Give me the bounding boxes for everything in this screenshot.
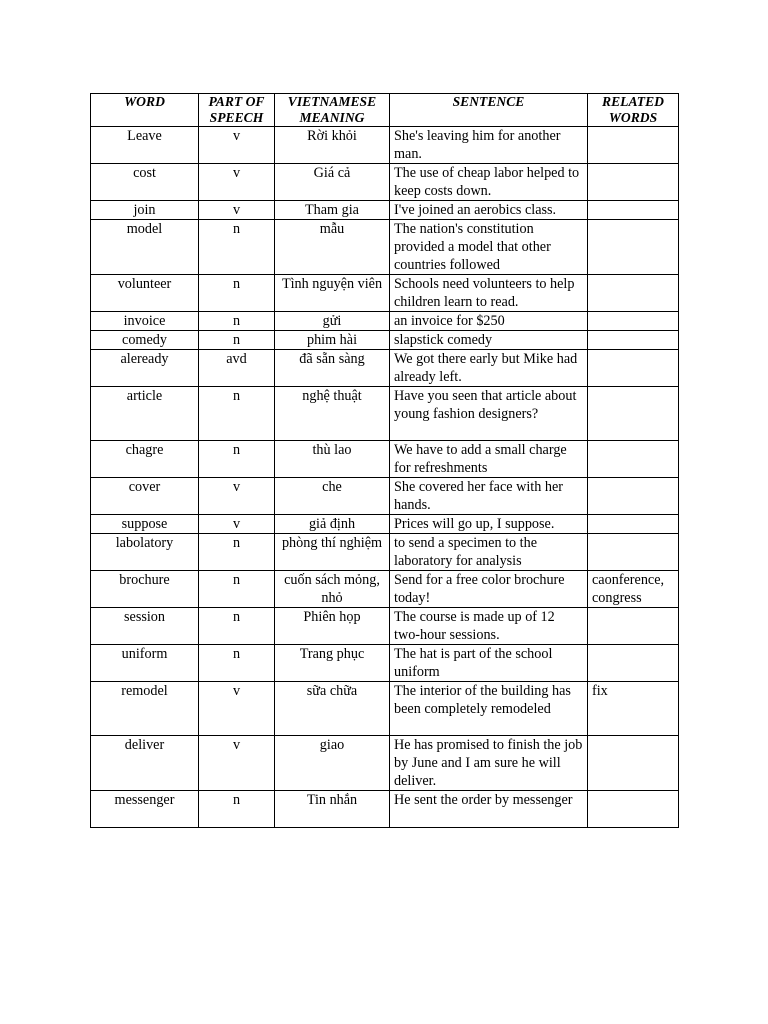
sentence-cell: We got there early but Mike had already left. bbox=[390, 350, 588, 387]
sentence-cell: Have you seen that article about young fashion designers? bbox=[390, 387, 588, 441]
related-words-cell bbox=[588, 515, 679, 534]
table-row bbox=[91, 441, 679, 478]
table-row bbox=[91, 571, 679, 608]
related-words-cell bbox=[588, 387, 679, 441]
part-of-speech-cell: n bbox=[199, 645, 275, 682]
table-row bbox=[91, 791, 679, 828]
table-row bbox=[91, 350, 679, 387]
part-of-speech-cell: v bbox=[199, 736, 275, 791]
sentence-cell: an invoice for $250 bbox=[390, 312, 588, 331]
table-row bbox=[91, 645, 679, 682]
vietnamese-meaning-cell: phim hài bbox=[275, 331, 390, 350]
sentence-cell: Schools need volunteers to help children learn to read. bbox=[390, 275, 588, 312]
part-of-speech-cell: n bbox=[199, 441, 275, 478]
table-body bbox=[91, 127, 679, 828]
part-of-speech-cell: n bbox=[199, 534, 275, 571]
vietnamese-meaning-cell: cuốn sách mỏng, nhỏ bbox=[275, 571, 390, 608]
header-vietnamese-meaning: VIETNAMESE MEANING bbox=[275, 94, 390, 127]
table-row bbox=[91, 515, 679, 534]
header-related-words: RELATED WORDS bbox=[588, 94, 679, 127]
word-cell: Leave bbox=[91, 127, 199, 164]
word-cell: suppose bbox=[91, 515, 199, 534]
related-words-cell bbox=[588, 350, 679, 387]
vietnamese-meaning-cell: che bbox=[275, 478, 390, 515]
table-row bbox=[91, 312, 679, 331]
word-cell: deliver bbox=[91, 736, 199, 791]
sentence-cell: I've joined an aerobics class. bbox=[390, 201, 588, 220]
sentence-cell: The course is made up of 12 two-hour sessions. bbox=[390, 608, 588, 645]
related-words-cell bbox=[588, 608, 679, 645]
word-cell: remodel bbox=[91, 682, 199, 736]
vietnamese-meaning-cell: Tin nhắn bbox=[275, 791, 390, 828]
sentence-cell: She covered her face with her hands. bbox=[390, 478, 588, 515]
word-cell: aleready bbox=[91, 350, 199, 387]
part-of-speech-cell: n bbox=[199, 331, 275, 350]
table-row bbox=[91, 534, 679, 571]
sentence-cell: to send a specimen to the laboratory for analysis bbox=[390, 534, 588, 571]
table-row bbox=[91, 387, 679, 441]
vietnamese-meaning-cell: mẫu bbox=[275, 220, 390, 275]
part-of-speech-cell: v bbox=[199, 201, 275, 220]
sentence-cell: The use of cheap labor helped to keep costs down. bbox=[390, 164, 588, 201]
related-words-cell bbox=[588, 275, 679, 312]
word-cell: session bbox=[91, 608, 199, 645]
sentence-cell: The interior of the building has been completely remodeled bbox=[390, 682, 588, 736]
header-word: WORD bbox=[91, 94, 199, 127]
table-row bbox=[91, 164, 679, 201]
table-row bbox=[91, 331, 679, 350]
related-words-cell bbox=[588, 164, 679, 201]
vocabulary-table bbox=[90, 93, 679, 828]
word-cell: messenger bbox=[91, 791, 199, 828]
word-cell: cover bbox=[91, 478, 199, 515]
vietnamese-meaning-cell: Trang phục bbox=[275, 645, 390, 682]
sentence-cell: The nation's constitution provided a model that other countries followed bbox=[390, 220, 588, 275]
vietnamese-meaning-cell: Phiên họp bbox=[275, 608, 390, 645]
related-words-cell bbox=[588, 220, 679, 275]
related-words-cell bbox=[588, 478, 679, 515]
related-words-cell bbox=[588, 201, 679, 220]
part-of-speech-cell: v bbox=[199, 478, 275, 515]
word-cell: chagre bbox=[91, 441, 199, 478]
vietnamese-meaning-cell: giả định bbox=[275, 515, 390, 534]
vietnamese-meaning-cell: phòng thí nghiệm bbox=[275, 534, 390, 571]
part-of-speech-cell: n bbox=[199, 608, 275, 645]
table-row bbox=[91, 736, 679, 791]
sentence-cell: He has promised to finish the job by June and I am sure he will deliver. bbox=[390, 736, 588, 791]
word-cell: comedy bbox=[91, 331, 199, 350]
related-words-cell bbox=[588, 331, 679, 350]
part-of-speech-cell: n bbox=[199, 791, 275, 828]
word-cell: join bbox=[91, 201, 199, 220]
part-of-speech-cell: n bbox=[199, 220, 275, 275]
word-cell: cost bbox=[91, 164, 199, 201]
related-words-cell bbox=[588, 127, 679, 164]
part-of-speech-cell: n bbox=[199, 387, 275, 441]
related-words-cell bbox=[588, 312, 679, 331]
vietnamese-meaning-cell: Rời khỏi bbox=[275, 127, 390, 164]
related-words-cell bbox=[588, 645, 679, 682]
vietnamese-meaning-cell: thù lao bbox=[275, 441, 390, 478]
sentence-cell: Send for a free color brochure today! bbox=[390, 571, 588, 608]
word-cell: article bbox=[91, 387, 199, 441]
related-words-cell bbox=[588, 736, 679, 791]
sentence-cell: He sent the order by messenger bbox=[390, 791, 588, 828]
part-of-speech-cell: n bbox=[199, 312, 275, 331]
header-row bbox=[91, 94, 679, 127]
table-row bbox=[91, 608, 679, 645]
vietnamese-meaning-cell: gửi bbox=[275, 312, 390, 331]
word-cell: volunteer bbox=[91, 275, 199, 312]
part-of-speech-cell: n bbox=[199, 571, 275, 608]
vietnamese-meaning-cell: đã sẵn sàng bbox=[275, 350, 390, 387]
sentence-cell: slapstick comedy bbox=[390, 331, 588, 350]
word-cell: invoice bbox=[91, 312, 199, 331]
related-words-cell bbox=[588, 791, 679, 828]
sentence-cell: She's leaving him for another man. bbox=[390, 127, 588, 164]
related-words-cell bbox=[588, 534, 679, 571]
table-row bbox=[91, 220, 679, 275]
word-cell: model bbox=[91, 220, 199, 275]
vietnamese-meaning-cell: Giá cả bbox=[275, 164, 390, 201]
table-row bbox=[91, 127, 679, 164]
word-cell: uniform bbox=[91, 645, 199, 682]
part-of-speech-cell: v bbox=[199, 127, 275, 164]
sentence-cell: Prices will go up, I suppose. bbox=[390, 515, 588, 534]
vietnamese-meaning-cell: nghệ thuật bbox=[275, 387, 390, 441]
table-row bbox=[91, 478, 679, 515]
table-row bbox=[91, 682, 679, 736]
related-words-cell: caonference, congress bbox=[588, 571, 679, 608]
vietnamese-meaning-cell: Tình nguyện viên bbox=[275, 275, 390, 312]
word-cell: labolatory bbox=[91, 534, 199, 571]
header-sentence: SENTENCE bbox=[390, 94, 588, 127]
related-words-cell: fix bbox=[588, 682, 679, 736]
part-of-speech-cell: n bbox=[199, 275, 275, 312]
part-of-speech-cell: v bbox=[199, 682, 275, 736]
part-of-speech-cell: avd bbox=[199, 350, 275, 387]
table-row bbox=[91, 201, 679, 220]
vietnamese-meaning-cell: sữa chữa bbox=[275, 682, 390, 736]
part-of-speech-cell: v bbox=[199, 515, 275, 534]
header-part-of-speech: PART OF SPEECH bbox=[199, 94, 275, 127]
vietnamese-meaning-cell: Tham gia bbox=[275, 201, 390, 220]
related-words-cell bbox=[588, 441, 679, 478]
sentence-cell: The hat is part of the school uniform bbox=[390, 645, 588, 682]
sentence-cell: We have to add a small charge for refreshments bbox=[390, 441, 588, 478]
vietnamese-meaning-cell: giao bbox=[275, 736, 390, 791]
word-cell: brochure bbox=[91, 571, 199, 608]
table-row bbox=[91, 275, 679, 312]
part-of-speech-cell: v bbox=[199, 164, 275, 201]
